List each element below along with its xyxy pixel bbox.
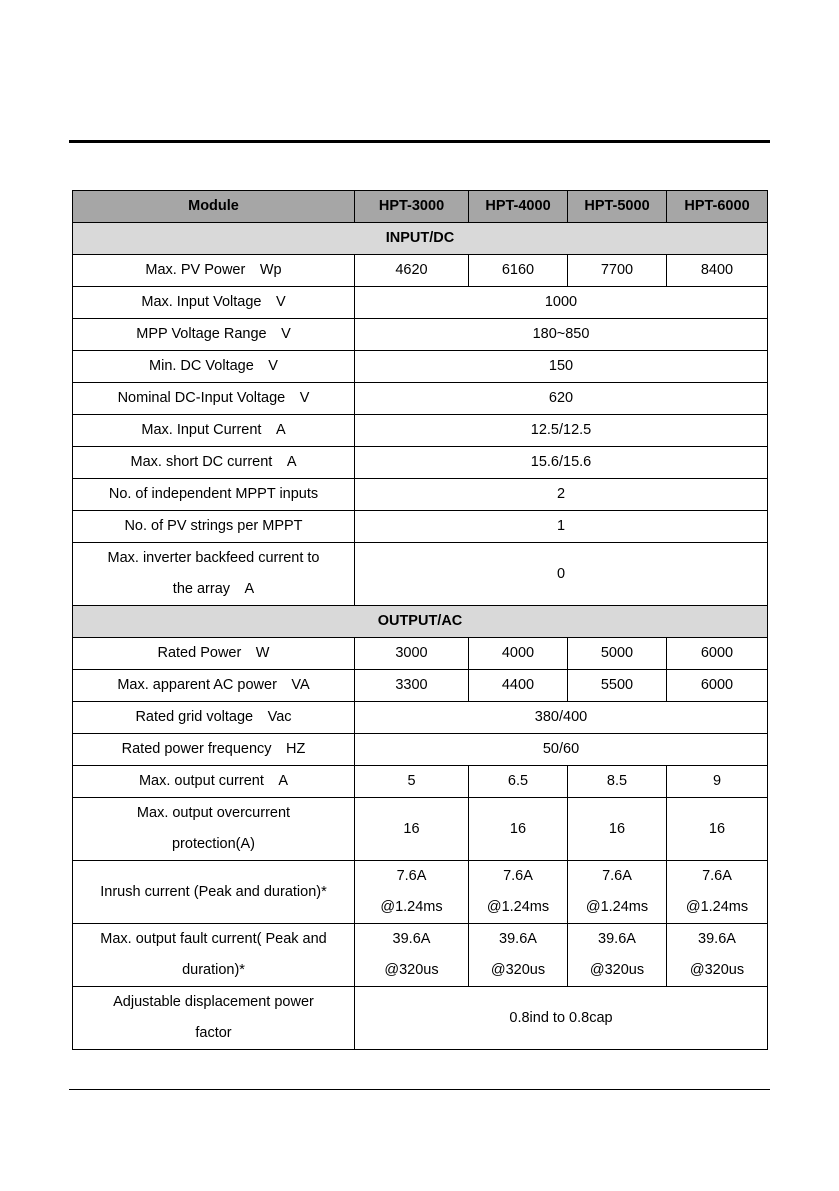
cell-value: [469, 924, 568, 987]
section-title: INPUT/DC: [73, 223, 768, 255]
cell-value: 7700: [568, 255, 667, 287]
row-label-line: protection(A): [171, 836, 255, 852]
table-row: [73, 255, 768, 287]
table-row: [73, 670, 768, 702]
cell-line: @1.24ms: [380, 899, 443, 915]
table-row: [73, 798, 768, 861]
cell-line: 7.6A: [396, 868, 427, 884]
section-row-input: [73, 223, 768, 255]
row-label: Max. PV Power Wp: [73, 255, 355, 287]
cell-line: 39.6A: [392, 931, 431, 947]
cell-value: 4620: [355, 255, 469, 287]
cell-value: [355, 861, 469, 924]
table-row: [73, 702, 768, 734]
cell-value: 5500: [568, 670, 667, 702]
cell-value: 1: [355, 511, 768, 543]
table-row: [73, 861, 768, 924]
row-label: [73, 543, 355, 606]
cell-value: [667, 861, 768, 924]
cell-value: 3300: [355, 670, 469, 702]
cell-value: [667, 924, 768, 987]
row-label: Max. Input Current A: [73, 415, 355, 447]
table-row: [73, 287, 768, 319]
cell-line: 7.6A: [503, 868, 533, 884]
section-row-output: [73, 606, 768, 638]
cell-value: 12.5/12.5: [355, 415, 768, 447]
row-label: Nominal DC-Input Voltage V: [73, 383, 355, 415]
header-model: HPT-4000: [469, 191, 568, 223]
cell-value: 1000: [355, 287, 768, 319]
cell-line: 39.6A: [698, 931, 736, 947]
header-model: HPT-5000: [568, 191, 667, 223]
row-label: [73, 924, 355, 987]
cell-value: 3000: [355, 638, 469, 670]
row-label-line: Adjustable displacement power: [113, 994, 314, 1010]
cell-value: 150: [355, 351, 768, 383]
cell-value: 620: [355, 383, 768, 415]
cell-line: @1.24ms: [585, 899, 649, 915]
row-label: Max. Input Voltage V: [73, 287, 355, 319]
section-title: OUTPUT/AC: [73, 606, 768, 638]
cell-value: 16: [667, 798, 768, 861]
cell-line: @320us: [589, 962, 645, 978]
table-row: [73, 511, 768, 543]
table-row: [73, 543, 768, 606]
cell-value: 6000: [667, 670, 768, 702]
row-label: [73, 987, 355, 1050]
cell-line: 39.6A: [499, 931, 537, 947]
cell-line: 7.6A: [702, 868, 732, 884]
bottom-rule: [69, 1089, 770, 1090]
cell-value: 4400: [469, 670, 568, 702]
cell-value: 6000: [667, 638, 768, 670]
cell-value: 5: [355, 766, 469, 798]
row-label: No. of independent MPPT inputs: [73, 479, 355, 511]
cell-value: 16: [469, 798, 568, 861]
row-label: Max. output current A: [73, 766, 355, 798]
cell-value: 2: [355, 479, 768, 511]
table-row: [73, 924, 768, 987]
row-label: Max. apparent AC power VA: [73, 670, 355, 702]
cell-line: @320us: [384, 962, 439, 978]
table-row: [73, 766, 768, 798]
cell-value: 0: [355, 543, 768, 606]
row-label: No. of PV strings per MPPT: [73, 511, 355, 543]
row-label: Rated power frequency HZ: [73, 734, 355, 766]
cell-value: 380/400: [355, 702, 768, 734]
cell-value: 4000: [469, 638, 568, 670]
cell-value: 180~850: [355, 319, 768, 351]
row-label: Min. DC Voltage V: [73, 351, 355, 383]
table-row: [73, 415, 768, 447]
row-label: Inrush current (Peak and duration)*: [73, 861, 355, 924]
cell-value: [355, 924, 469, 987]
row-label: [73, 798, 355, 861]
cell-value: 8400: [667, 255, 768, 287]
spec-table: [72, 190, 768, 1050]
cell-value: 0.8ind to 0.8cap: [355, 987, 768, 1050]
top-rule: [69, 140, 770, 143]
row-label-line: factor: [195, 1025, 232, 1041]
cell-value: 15.6/15.6: [355, 447, 768, 479]
table-row: [73, 479, 768, 511]
cell-line: 39.6A: [598, 931, 636, 947]
row-label: Max. short DC current A: [73, 447, 355, 479]
row-label: MPP Voltage Range V: [73, 319, 355, 351]
cell-line: 7.6A: [602, 868, 632, 884]
cell-value: [568, 861, 667, 924]
table-row: [73, 638, 768, 670]
cell-value: 6160: [469, 255, 568, 287]
table-row: [73, 987, 768, 1050]
cell-line: @1.24ms: [486, 899, 550, 915]
row-label-line: Max. output fault current( Peak and: [100, 931, 327, 947]
cell-value: [568, 924, 667, 987]
row-label-line: Max. inverter backfeed current to: [107, 550, 320, 566]
table-row: [73, 383, 768, 415]
header-row: [73, 191, 768, 223]
cell-value: 5000: [568, 638, 667, 670]
header-model: HPT-3000: [355, 191, 469, 223]
cell-value: 6.5: [469, 766, 568, 798]
cell-value: 50/60: [355, 734, 768, 766]
cell-line: @320us: [689, 962, 745, 978]
header-model: HPT-6000: [667, 191, 768, 223]
header-module: Module: [73, 191, 355, 223]
row-label-line: Max. output overcurrent: [136, 805, 291, 821]
cell-line: @1.24ms: [685, 899, 749, 915]
table-row: [73, 351, 768, 383]
row-label: Rated grid voltage Vac: [73, 702, 355, 734]
row-label-line: duration)*: [182, 962, 245, 978]
row-label-line: the array A: [172, 581, 255, 597]
table-row: [73, 319, 768, 351]
cell-line: @320us: [490, 962, 546, 978]
cell-value: 16: [355, 798, 469, 861]
cell-value: 9: [667, 766, 768, 798]
table-row: [73, 447, 768, 479]
cell-value: 8.5: [568, 766, 667, 798]
cell-value: [469, 861, 568, 924]
cell-value: 16: [568, 798, 667, 861]
table-row: [73, 734, 768, 766]
row-label: Rated Power W: [73, 638, 355, 670]
